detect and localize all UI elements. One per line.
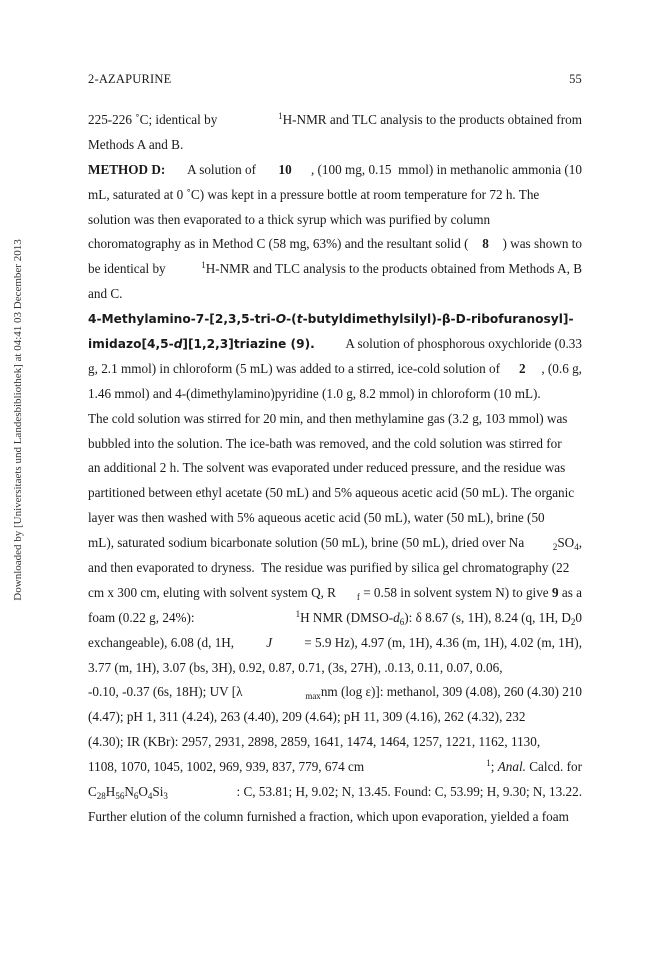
text-segment bbox=[201, 257, 582, 282]
text-segment: ][1,2,3]triazine (9). bbox=[182, 337, 315, 352]
subscript: 6 bbox=[133, 791, 139, 802]
text-segment: 1.46 mmol) and 4-(dimethylamino)pyridine (1.0 g, 8.2 mmol) in chloroform (10 mL). bbox=[88, 385, 541, 401]
subscript: max bbox=[305, 691, 321, 702]
text-segment: The cold solution was stirred for 20 min, and then methylamine gas (3.2 g, 103 mmol) was bbox=[88, 410, 568, 426]
text-line bbox=[88, 481, 582, 506]
text-segment: an additional 2 h. The solvent was evaporated under reduced pressure, and the residue was bbox=[88, 460, 566, 476]
text-segment: and C. bbox=[88, 286, 123, 302]
text-segment: 3.77 (m, 1H), 3.07 (bs, 3H), 0.92, 0.87, 0.71, (3s, 27H), .0.13, 0.11, 0.07, 0.06, bbox=[88, 659, 503, 675]
text-segment: J bbox=[266, 634, 273, 650]
text-segment bbox=[486, 755, 582, 780]
superscript: 1 bbox=[295, 608, 301, 619]
body-text bbox=[88, 108, 582, 830]
text-segment: -0.10, -0.37 (6s, 18H); UV [λ bbox=[88, 684, 243, 700]
text-segment: : C, 53.81; H, 9.02; N, 13.45. Found: C, 53.99; H, 9.30; N, 13.22. bbox=[236, 784, 582, 800]
compound-number: 9 bbox=[551, 584, 559, 600]
text-line bbox=[88, 456, 582, 481]
text-segment: SO bbox=[557, 535, 575, 551]
text-line bbox=[88, 332, 582, 357]
text-line bbox=[88, 506, 582, 531]
text-segment: cm x 300 cm, eluting with solvent system Q, R bbox=[88, 584, 336, 600]
text-segment: N bbox=[124, 784, 134, 800]
text-line bbox=[88, 755, 582, 780]
text-segment: g, 2.1 mmol) in chloroform (5 mL) was added to a stirred, ice-cold solution of bbox=[88, 360, 504, 376]
subscript: 4 bbox=[147, 791, 153, 802]
text-segment: ) was shown to bbox=[502, 236, 582, 252]
text-segment: bubbled into the solution. The ice-bath was removed, and the cold solution was stirred for bbox=[88, 435, 562, 451]
text-line bbox=[88, 606, 582, 631]
superscript: 1 bbox=[201, 260, 206, 271]
text-segment: ; bbox=[490, 759, 498, 775]
superscript: 1 bbox=[278, 111, 283, 121]
running-title: 2-AZAPURINE bbox=[88, 72, 172, 86]
text-segment: be identical by bbox=[88, 261, 169, 277]
text-line bbox=[88, 432, 582, 457]
compound-number: 2 bbox=[519, 360, 526, 376]
text-line bbox=[88, 208, 582, 233]
text-segment: H NMR (DMSO- bbox=[300, 609, 394, 625]
download-watermark bbox=[3, 140, 33, 700]
text-segment: d bbox=[393, 609, 400, 625]
text-segment: partitioned between ethyl acetate (50 mL) and 5% aqueous acetic acid (50 mL). The organic bbox=[88, 485, 575, 501]
text-segment: A solution of bbox=[184, 161, 260, 177]
text-segment: O bbox=[275, 312, 287, 327]
text-segment bbox=[553, 531, 582, 556]
text-segment: A solution of phosphorous oxychloride (0.33 bbox=[342, 336, 582, 352]
compound-title-line bbox=[88, 307, 582, 332]
text-segment: imidazo[4,5- bbox=[88, 337, 174, 352]
text-segment: 4-Methylamino-7-[2,3,5-tri- bbox=[88, 312, 276, 327]
text-line bbox=[88, 705, 582, 730]
text-segment: 225-226 ˚C; identical by bbox=[88, 112, 221, 127]
subscript: 6 bbox=[399, 616, 405, 627]
text-segment: Anal. bbox=[497, 759, 526, 775]
text-segment: -( bbox=[286, 312, 297, 327]
superscript: 1 bbox=[486, 758, 491, 769]
text-segment: Further elution of the column furnished a fraction, which upon evaporation, yielded a foam bbox=[88, 808, 569, 824]
compound-title bbox=[88, 332, 315, 357]
text-line bbox=[88, 805, 582, 830]
text-segment: exchangeable), 6.08 (d, 1H, bbox=[88, 634, 238, 650]
page-number: 55 bbox=[569, 72, 582, 86]
text-line bbox=[88, 183, 582, 208]
text-segment bbox=[278, 108, 582, 133]
text-segment: , bbox=[578, 535, 582, 551]
text-segment: = 5.9 Hz), 4.97 (m, 1H), 4.36 (m, 1H), 4.02 (m, 1H), bbox=[300, 634, 582, 650]
text-segment bbox=[296, 606, 582, 631]
text-line bbox=[88, 232, 582, 257]
molecular-formula bbox=[88, 780, 168, 805]
text-segment: and then evaporated to dryness. The residue was purified by silica gel chromatography (22 bbox=[88, 560, 570, 576]
text-line bbox=[88, 133, 582, 158]
text-segment: , (100 mg, 0.15 mmol) in methanolic ammonia (10 bbox=[310, 161, 582, 177]
text-segment: d bbox=[173, 337, 183, 352]
text-segment: nm (log ε)]: methanol, 309 (4.08), 260 (4.30) 210 bbox=[320, 684, 582, 700]
text-segment: Methods A and B. bbox=[88, 136, 184, 152]
text-segment bbox=[305, 680, 582, 705]
text-line bbox=[88, 382, 582, 407]
page-header bbox=[88, 72, 582, 87]
text-segment: t bbox=[296, 312, 303, 327]
subscript: f bbox=[356, 591, 360, 602]
text-line bbox=[88, 531, 582, 556]
text-segment: (4.47); pH 1, 311 (4.24), 263 (4.40), 209 (4.64); pH 11, 309 (4.16), 262 (4.32), 232 bbox=[88, 709, 526, 725]
compound-number: 10 bbox=[278, 161, 292, 177]
text-segment: H bbox=[105, 784, 116, 800]
text-segment: mL), saturated sodium bicarbonate solution (50 mL), brine (50 mL), dried over Na bbox=[88, 535, 525, 551]
text-segment: -butyldimethylsilyl)-β-D-ribofuranosyl]- bbox=[302, 312, 574, 327]
text-segment: O bbox=[138, 784, 148, 800]
text-segment: H-NMR and TLC analysis to the products obtained from Methods A, B bbox=[205, 261, 582, 277]
text-segment: choromatography as in Method C (58 mg, 63%) and the resultant solid ( bbox=[88, 236, 469, 252]
subscript: 2 bbox=[552, 542, 558, 553]
compound-title bbox=[88, 307, 574, 332]
text-segment: Calcd. for bbox=[525, 759, 582, 775]
text-segment: foam (0.22 g, 24%): bbox=[88, 609, 198, 625]
text-segment: 0 bbox=[575, 609, 582, 625]
text-line bbox=[88, 656, 582, 681]
text-line bbox=[88, 108, 582, 133]
subscript: 28 bbox=[96, 791, 106, 802]
subscript: 4 bbox=[574, 542, 579, 553]
text-line bbox=[88, 631, 582, 656]
text-segment: (4.30); IR (KBr): 2957, 2931, 2898, 2859, 1641, 1474, 1464, 1257, 1221, 1162, 1130, bbox=[88, 734, 541, 750]
compound-number: 8 bbox=[482, 236, 489, 252]
subscript: 3 bbox=[163, 791, 168, 802]
text-line bbox=[88, 158, 582, 183]
text-segment: C bbox=[88, 784, 97, 800]
text-segment: layer was then washed with 5% aqueous acetic acid (50 mL), water (50 mL), brine (50 bbox=[88, 510, 545, 526]
text-segment: H-NMR and TLC analysis to the products obtained from bbox=[282, 112, 582, 127]
download-watermark-text: Downloaded by [Universitaets und Landesbibliothek] at 04:41 03 December 2013 bbox=[12, 239, 24, 601]
text-line bbox=[88, 556, 582, 581]
text-line bbox=[88, 581, 582, 606]
method-d-label: METHOD D: bbox=[88, 161, 166, 177]
subscript: 56 bbox=[115, 791, 125, 802]
text-line bbox=[88, 780, 582, 805]
text-segment: solution was then evaporated to a thick syrup which was purified by column bbox=[88, 211, 491, 227]
text-line bbox=[88, 357, 582, 382]
text-segment: as a bbox=[558, 584, 582, 600]
text-line bbox=[88, 730, 582, 755]
text-segment: , (0.6 g, bbox=[541, 360, 582, 376]
text-segment: mL, saturated at 0 ˚C) was kept in a pressure bottle at room temperature for 72 h. The bbox=[88, 186, 540, 202]
text-segment: Si bbox=[152, 784, 164, 800]
text-line bbox=[88, 282, 582, 307]
text-segment: 1108, 1070, 1045, 1002, 969, 939, 837, 779, 674 cm bbox=[88, 759, 365, 775]
text-line bbox=[88, 407, 582, 432]
text-line bbox=[88, 257, 582, 282]
subscript: 2 bbox=[570, 616, 576, 627]
text-segment bbox=[357, 581, 582, 606]
text-segment: = 0.58 in solvent system N) to give bbox=[359, 584, 552, 600]
text-segment: ): δ 8.67 (s, 1H), 8.24 (q, 1H, D bbox=[404, 609, 571, 625]
text-line bbox=[88, 680, 582, 705]
